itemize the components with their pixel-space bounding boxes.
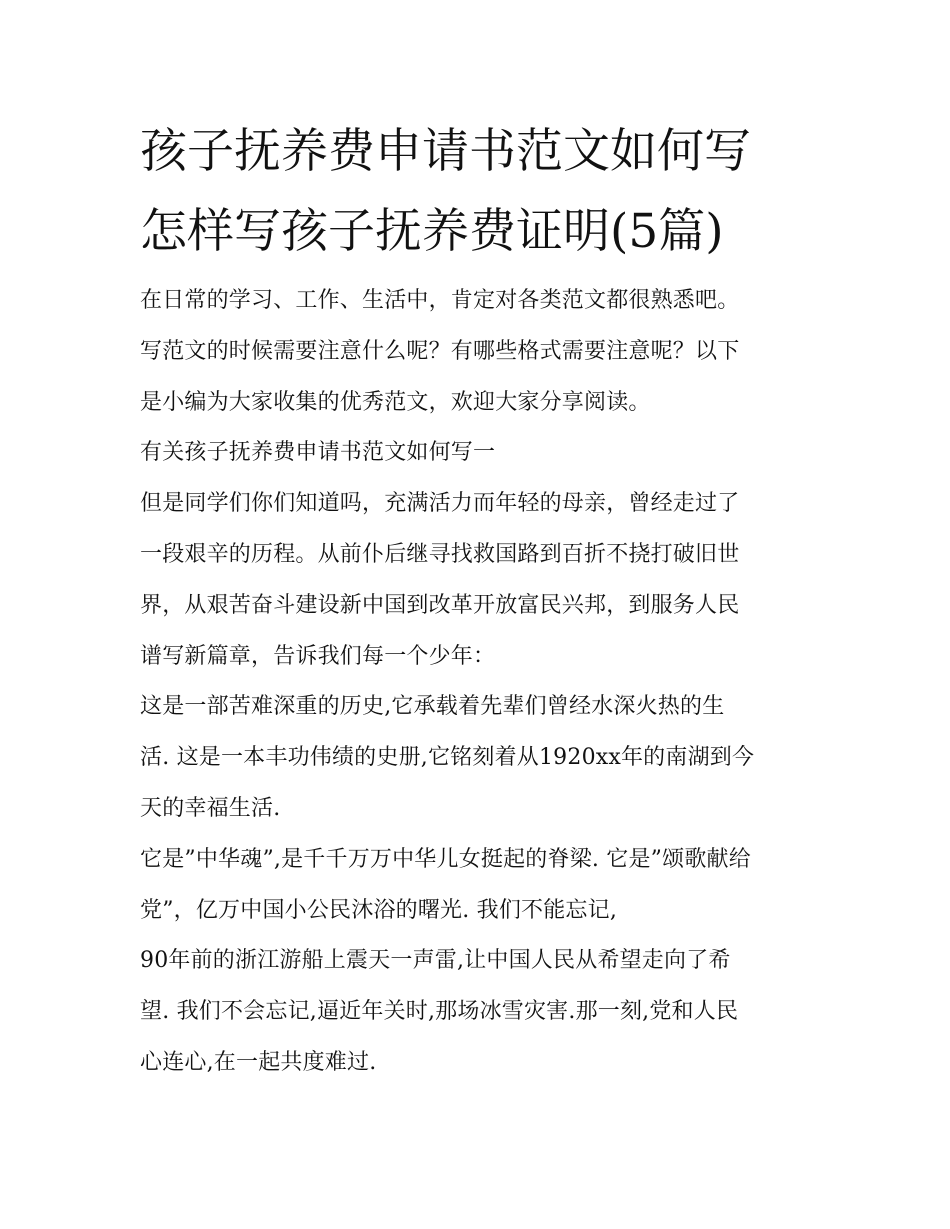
intro-paragraph	[140, 281, 820, 433]
text-line: 但是同学们你们知道吗，充满活力而年轻的母亲，曾经走过了	[140, 491, 740, 517]
text-line: 谱写新篇章，告诉我们每一个少年：	[140, 643, 496, 669]
text-line: 望. 我们不会忘记,逼近年关时,那场冰雪灾害.那一刻,党和人民	[140, 999, 739, 1025]
document-body	[140, 281, 820, 1094]
text-line: 它是”中华魂”,是千千万万中华儿女挺起的脊梁. 它是”颂歌献给	[140, 846, 751, 872]
body-paragraph	[140, 941, 820, 1093]
text-line: 在日常的学习、工作、生活中，肯定对各类范文都很熟悉吧。	[140, 288, 740, 313]
text-line: 写范文的时候需要注意什么呢？有哪些格式需要注意呢？以下	[140, 338, 740, 364]
text-line: 有关孩子抚养费申请书范文如何写一	[140, 440, 496, 466]
text-line: 是小编为大家收集的优秀范文，欢迎大家分享阅读。	[140, 389, 651, 415]
document-title	[140, 112, 840, 272]
title-line: 孩子抚养费申请书范文如何写	[140, 124, 751, 179]
text-line: 活. 这是一本丰功伟绩的史册,它铭刻着从1920xx年的南湖到今	[140, 745, 755, 771]
text-line: 一段艰辛的历程。从前仆后继寻找救国路到百折不挠打破旧世	[140, 541, 740, 567]
text-line: 90年前的浙江游船上震天一声雷,让中国人民从希望走向了希	[140, 948, 731, 974]
text-line: 这是一部苦难深重的历史,它承载着先辈们曾经水深火热的生	[140, 694, 725, 720]
section-heading	[140, 433, 820, 484]
text-line: 天的幸福生活.	[140, 795, 281, 821]
text-line: 党”，亿万中国小公民沐浴的曙光. 我们不能忘记,	[140, 897, 618, 923]
body-paragraph	[140, 484, 820, 687]
text-line: 心连心,在一起共度难过.	[140, 1049, 377, 1075]
title-line: 怎样写孩子抚养费证明(5篇)	[140, 204, 724, 259]
body-paragraph	[140, 687, 820, 839]
text-line: 界，从艰苦奋斗建设新中国到改革开放富民兴邦，到服务人民	[140, 592, 740, 618]
body-paragraph	[140, 840, 820, 942]
